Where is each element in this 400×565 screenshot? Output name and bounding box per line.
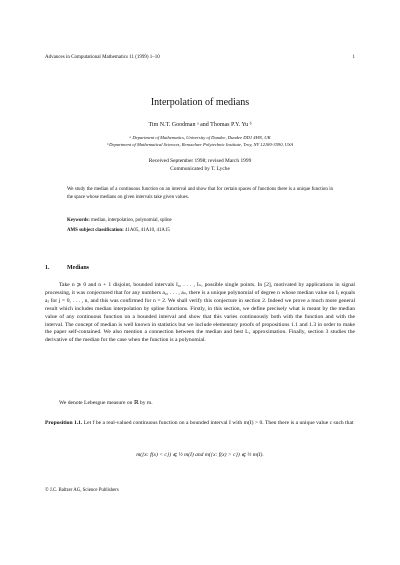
communicated-by: Communicated by T. Lyche [170,166,230,172]
keywords-label: Keywords: [67,218,90,223]
body-paragraph-2: We denote Lebesgue measure on ℝ by m. [59,400,153,406]
proposition [45,420,355,428]
keywords-text: median, interpolation, polynomial, spline [89,218,172,223]
authors: Tim N.T. Goodman ᵃ and Thomas P.Y. Yu ᵇ [148,122,252,128]
ams-label: AMS subject classification: [67,228,124,233]
abstract: We study the median of a continuous function on an interval and show that for certain spaces of functions there is a unique function in the space whose medians on given intervals take given values. [67,187,333,200]
display-formula: m({x: f(x) < c}) ⩽ ½ m(I) and m({x: f(x) > c}) ⩽ ½ m(I). [136,452,264,458]
ams-classification [67,228,333,233]
proposition-text: Let f be a real-valued continuous function on a bounded interval I with m(I) > 0. Then there is a unique value c such that [82,420,354,426]
affiliation-a: ᵃ Department of Mathematics, University of Dundee, Dundee DD1 4HN, UK [129,135,271,140]
section-heading [45,265,89,271]
copyright-footer: © J.C. Baltzer AG, Science Publishers [45,488,119,493]
ams-text: 41A05, 41A10, 41A15 [123,228,170,233]
section-number: 1. [45,265,50,271]
proposition-label: Proposition 1.1. [45,420,83,426]
keywords [67,218,333,223]
paper-title: Interpolation of medians [150,97,250,108]
received-date: Received September 1998; revised March 1999 [148,158,252,164]
page-number: 1 [352,55,355,60]
journal-citation: Advances in Computational Mathematics 11 (1999) 1–10 [45,55,160,60]
section-title: Medians [67,265,90,271]
affiliation-b: ᵇ Department of Mathematical Sciences, Rensselaer Polytechnic Institute, Troy, NY 12180-3590, USA [106,142,294,147]
body-paragraph-1: Take n ⩾ 0 and n + 1 disjoint, bounded intervals I₀, . . . , Iₙ, possible single points. In [2], motivated by applications in signal processing, it was conjectured that for any numbers a₀, . . . , aₙ, there is a unique polynomial of degree n whose median value on Iⱼ equals aⱼ for j = 0, . . . , n, and this was confirmed for n = 2. We shall verify this conjecture in section 2. Indeed we prove a much more general result which includes median interpolation by spline functions. Firstly, in this section, we define precisely what is meant by the median value of any continuous function on a bounded interval and show that this varies continuously both with the function and with the interval. The concept of median is well known in statistics but we include elementary proofs of propositions 1.1 and 1.3 in order to make the paper self-contained. We also mention a connection between the median and best L₁ approximation. Finally, section 3 studies the derivative of the median for the case when the function is a polynomial. [45,282,355,344]
